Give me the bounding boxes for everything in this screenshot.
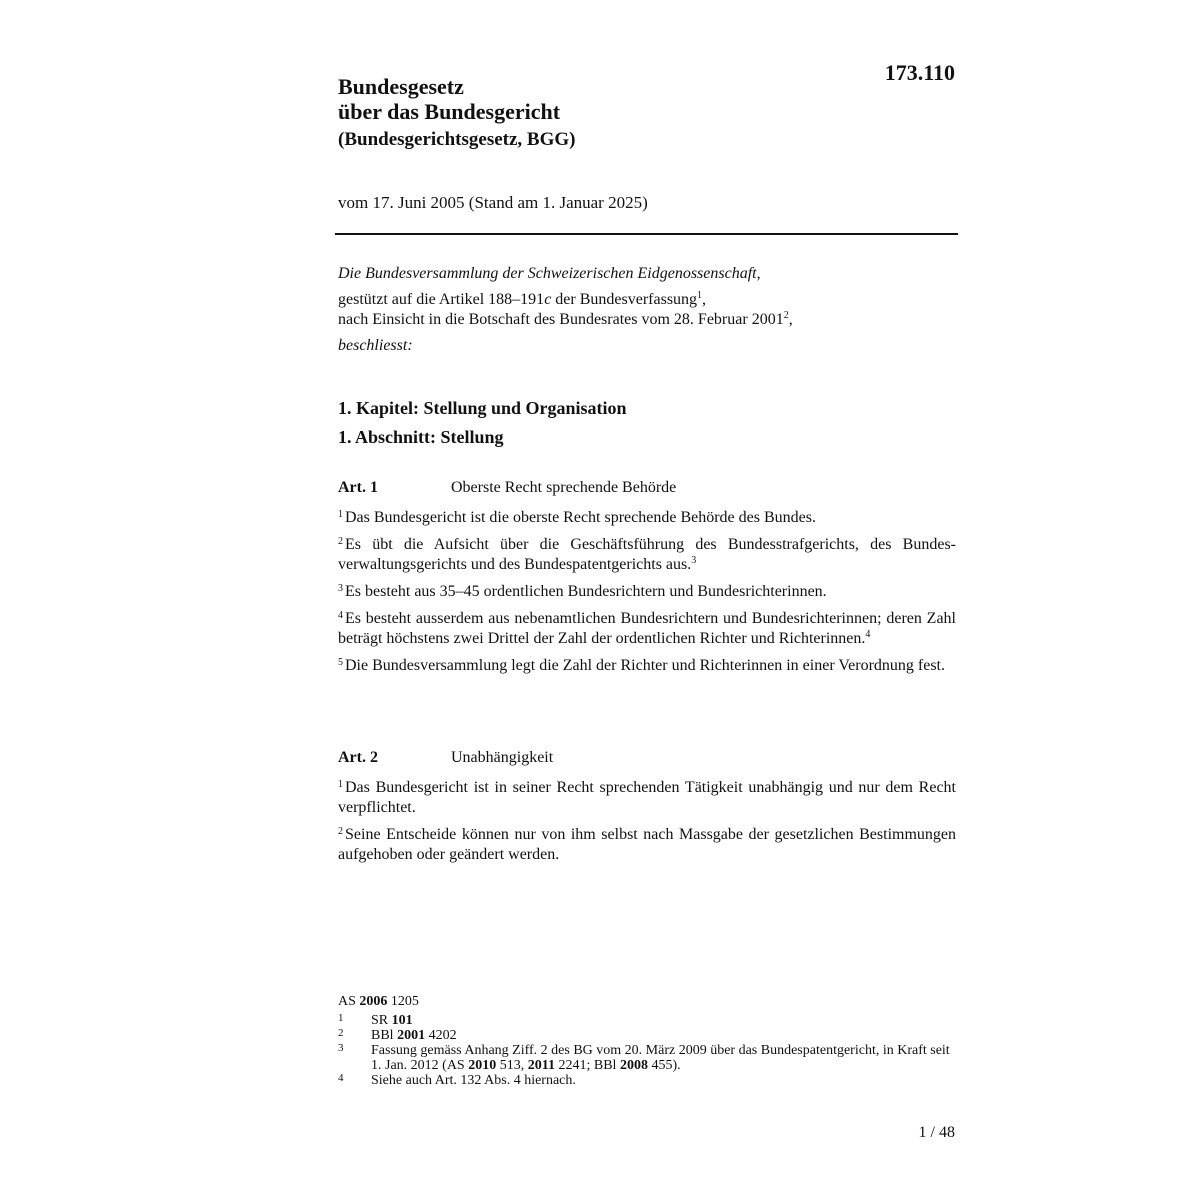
header-divider <box>335 233 958 235</box>
as-reference: AS 2006 1205 <box>338 994 419 1009</box>
article-paragraph: $^3$ Es besteht aus 35–45 ordentlichen Bundesrichtern und Bundesrichterinnen. <box>338 583 827 600</box>
footnote-ref[interactable]: 1 <box>697 290 703 301</box>
document-subtitle: (Bundesgerichtsgesetz, BGG) <box>338 129 576 150</box>
article-paragraph: $^2$ Seine Entscheide können nur von ihm selbst nach Massgabe der gesetzlichen Bestimmungen aufgehoben oder geändert werden. <box>338 826 956 863</box>
footnote-item: 4 Siehe auch Art. 132 Abs. 4 hiernach. <box>338 1072 576 1088</box>
footnote-number: 4 <box>338 1072 344 1084</box>
preamble-assembly: Die Bundesversammlung der Schweizerischen Eidgenossenschaft, <box>338 265 761 282</box>
article-1 <box>338 479 956 676</box>
footnote-item: 2 BBl 2001 4202 <box>338 1027 457 1043</box>
article-paragraph: $^5$ Die Bundesversammlung legt die Zahl der Richter und Richterinnen in einer Verordnung fest. <box>338 657 945 674</box>
article-heading <box>338 479 956 501</box>
article-2 <box>338 749 956 865</box>
footnote-item: 3 Fassung gemäss Anhang Ziff. 2 des BG vom 20. März 2009 über das Bundespatentgericht, in Kraft seit 1. Jan. 2012 (AS 2010 513, 2011 2241; BBl 2008 455). <box>338 1042 950 1073</box>
article-paragraph: $^4$ Es besteht ausserdem aus nebenamtlichen Bundesrichtern und Bundesrichterinnen; deren Zahl beträgt höchstens zwei Drittel der Zahl der ordentlichen Richter und Richterinnen.$^4$ <box>338 610 956 647</box>
article-heading <box>338 749 956 771</box>
article-paragraph: $^1$ Das Bundesgericht ist die oberste Recht sprechende Behörde des Bundes. <box>338 509 816 526</box>
footnote-number: 2 <box>338 1027 344 1039</box>
footnote-ref[interactable]: 4 <box>865 629 871 640</box>
document-title <box>338 74 560 124</box>
article-number: Art. 2 <box>338 749 378 766</box>
date-line: vom 17. Juni 2005 (Stand am 1. Januar 2025) <box>338 193 648 212</box>
sr-number: 173.110 <box>884 60 955 85</box>
page-number: 1 / 48 <box>918 1124 955 1141</box>
preamble-message: nach Einsicht in die Botschaft des Bundesrates vom 28. Februar 2001$^2$, <box>338 310 793 328</box>
footnote-ref[interactable]: 2 <box>783 310 789 321</box>
article-paragraph: $^2$ Es übt die Aufsicht über die Geschäftsführung des Bundesstrafgerichts, des Bundesverwaltungsgerichts und des Bundespatentgerichts aus.$^3$ <box>338 536 956 573</box>
section-heading: 1. Abschnitt: Stellung <box>338 427 504 447</box>
footnote-number: 1 <box>338 1012 344 1024</box>
preamble-basis: gestützt auf die Artikel 188–191c der Bundesverfassung$^1$, <box>338 290 707 308</box>
article-paragraph: $^1$ Das Bundesgericht ist in seiner Recht sprechenden Tätigkeit unabhängig und nur dem Recht verpflichtet. <box>338 779 956 816</box>
footnote-item: 1 SR 101 <box>338 1012 413 1028</box>
preamble-decides: beschliesst: <box>338 337 413 354</box>
article-title: Oberste Recht sprechende Behörde <box>451 479 677 496</box>
preamble <box>338 264 958 356</box>
title-line-2: über das Bundesgericht <box>338 99 561 124</box>
title-line-1: Bundesgesetz <box>338 74 464 99</box>
chapter-heading: 1. Kapitel: Stellung und Organisation <box>338 398 627 418</box>
footnotes <box>338 994 958 1088</box>
footnote-ref[interactable]: 3 <box>691 555 697 566</box>
article-title: Unabhängigkeit <box>451 749 554 766</box>
article-number: Art. 1 <box>338 479 378 496</box>
footnote-number: 3 <box>338 1042 344 1054</box>
